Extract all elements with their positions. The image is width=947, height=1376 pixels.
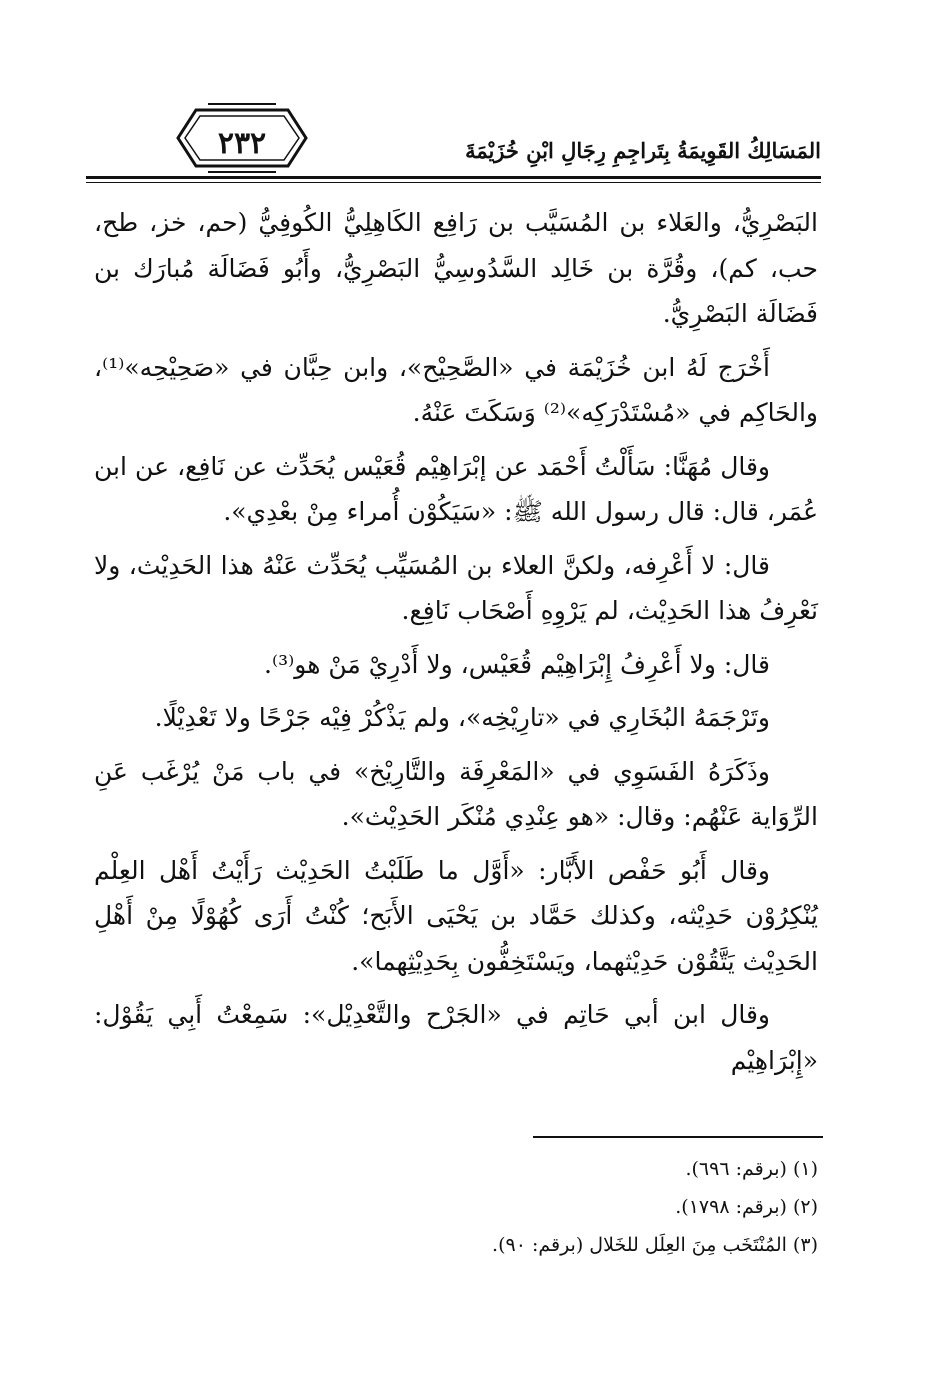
- paragraph: البَصْرِيُّ، والعَلاء بن المُسَيَّب بن رَافِع الكَاهِلِيُّ الكُوفِيُّ (حم، خز، طح، حب، كم)، وقُرَّة بن خَالِد السَّدُوسِيُّ البَصْرِيُّ، وأَبُو فَضَالَة مُبارَك بن فَضَالَة البَصْرِيُّ.: [94, 208, 818, 328]
- paragraph: وقال مُهَنَّا: سَأَلْتُ أَحْمَد عن إبْرَاهِيْم قُعَيْس يُحَدِّث عن نَافِع، عن ابن عُمَر، قال: قال رسول الله ﷺ: «سَيَكُوْن أُمراء مِنْ بعْدِي».: [94, 451, 818, 526]
- footnote: (٢) (برقم: ١٧٩٨).: [675, 1196, 818, 1218]
- book-title: المَسَالِكُ القَوِيمَةُ بِتَراجِمِ رِجَالِ ابْنِ خُزَيْمَةَ: [465, 138, 821, 163]
- paragraph: وقال ابن أبي حَاتِم في «الجَرْح والتَّعْدِيْل»: سَمِعْتُ أَبِي يَقُوْل: «إِبْرَاهِيْم: [94, 1000, 818, 1075]
- footnote-separator: [533, 1136, 823, 1138]
- footnotes: [94, 1150, 818, 1264]
- main-text: [94, 200, 818, 1091]
- paragraph: قال: ولا أَعْرِفُ إِبْرَاهِيْم قُعَيْس، ولا أَدْرِيْ مَنْ هو⁽³⁾.: [264, 649, 770, 679]
- paragraph: أَخْرَج لَهُ ابن خُزَيْمَة في «الصَّحِيْح»، وابن حِبَّان في «صَحِيْحِه»⁽¹⁾، والحَاكِم في «مُسْتَدْرَكِه»⁽²⁾ وَسَكَتَ عَنْهُ.: [94, 352, 818, 427]
- header-rule-thin: [86, 182, 821, 183]
- paragraph: وتَرْجَمَهُ البُخَارِي في «تارِيْخِه»، ولم يَذْكُرْ فِيْه جَرْحًا ولا تَعْدِيْلًا.: [154, 703, 770, 732]
- page-number: ٢٣٢: [217, 126, 267, 161]
- footnote: (١) (برقم: ٦٩٦).: [685, 1158, 818, 1180]
- header-rule-thick: [86, 176, 821, 179]
- paragraph: وذَكَرَهُ الفَسَوِي في «المَعْرِفَة والتَّارِيْخ» في باب مَنْ يُرْغَب عَنِ الرِّوَاية عَنْهُم: وقال: «هو عِنْدِي مُنْكَر الحَدِيْث».: [94, 756, 818, 831]
- page-header: [86, 100, 821, 182]
- footnote: (٣) المُنْتَخَب مِنَ العِلَل للخَلال (برقم: ٩٠).: [492, 1234, 818, 1256]
- paragraph: قال: لا أَعْرِفه، ولكنَّ العلاء بن المُسَيِّب يُحَدِّث عَنْهُ هذا الحَدِيْث، ولا نَعْرِفُ هذا الحَدِيْث، لم يَرْوِهِ أَصْحَاب نَافِع.: [94, 550, 818, 625]
- paragraph: وقال أَبُو حَفْص الأَبَّار: «أَوَّل ما طَلَبْتُ الحَدِيْث رَأَيْتُ أَهْل العِلْم يُنْكِرُوْن حَدِيْثه، وكذلك حَمَّاد بن يَحْيَى الأَبَح؛ كُنْتُ أَرَى كُهُوْلًا مِنْ أَهْلِ الحَدِيْث يَتَّقُوْن حَدِيْثهما، ويَسْتَخِفُّون بِحَدِيْثِهما».: [94, 855, 818, 976]
- page-number-badge: [174, 102, 310, 174]
